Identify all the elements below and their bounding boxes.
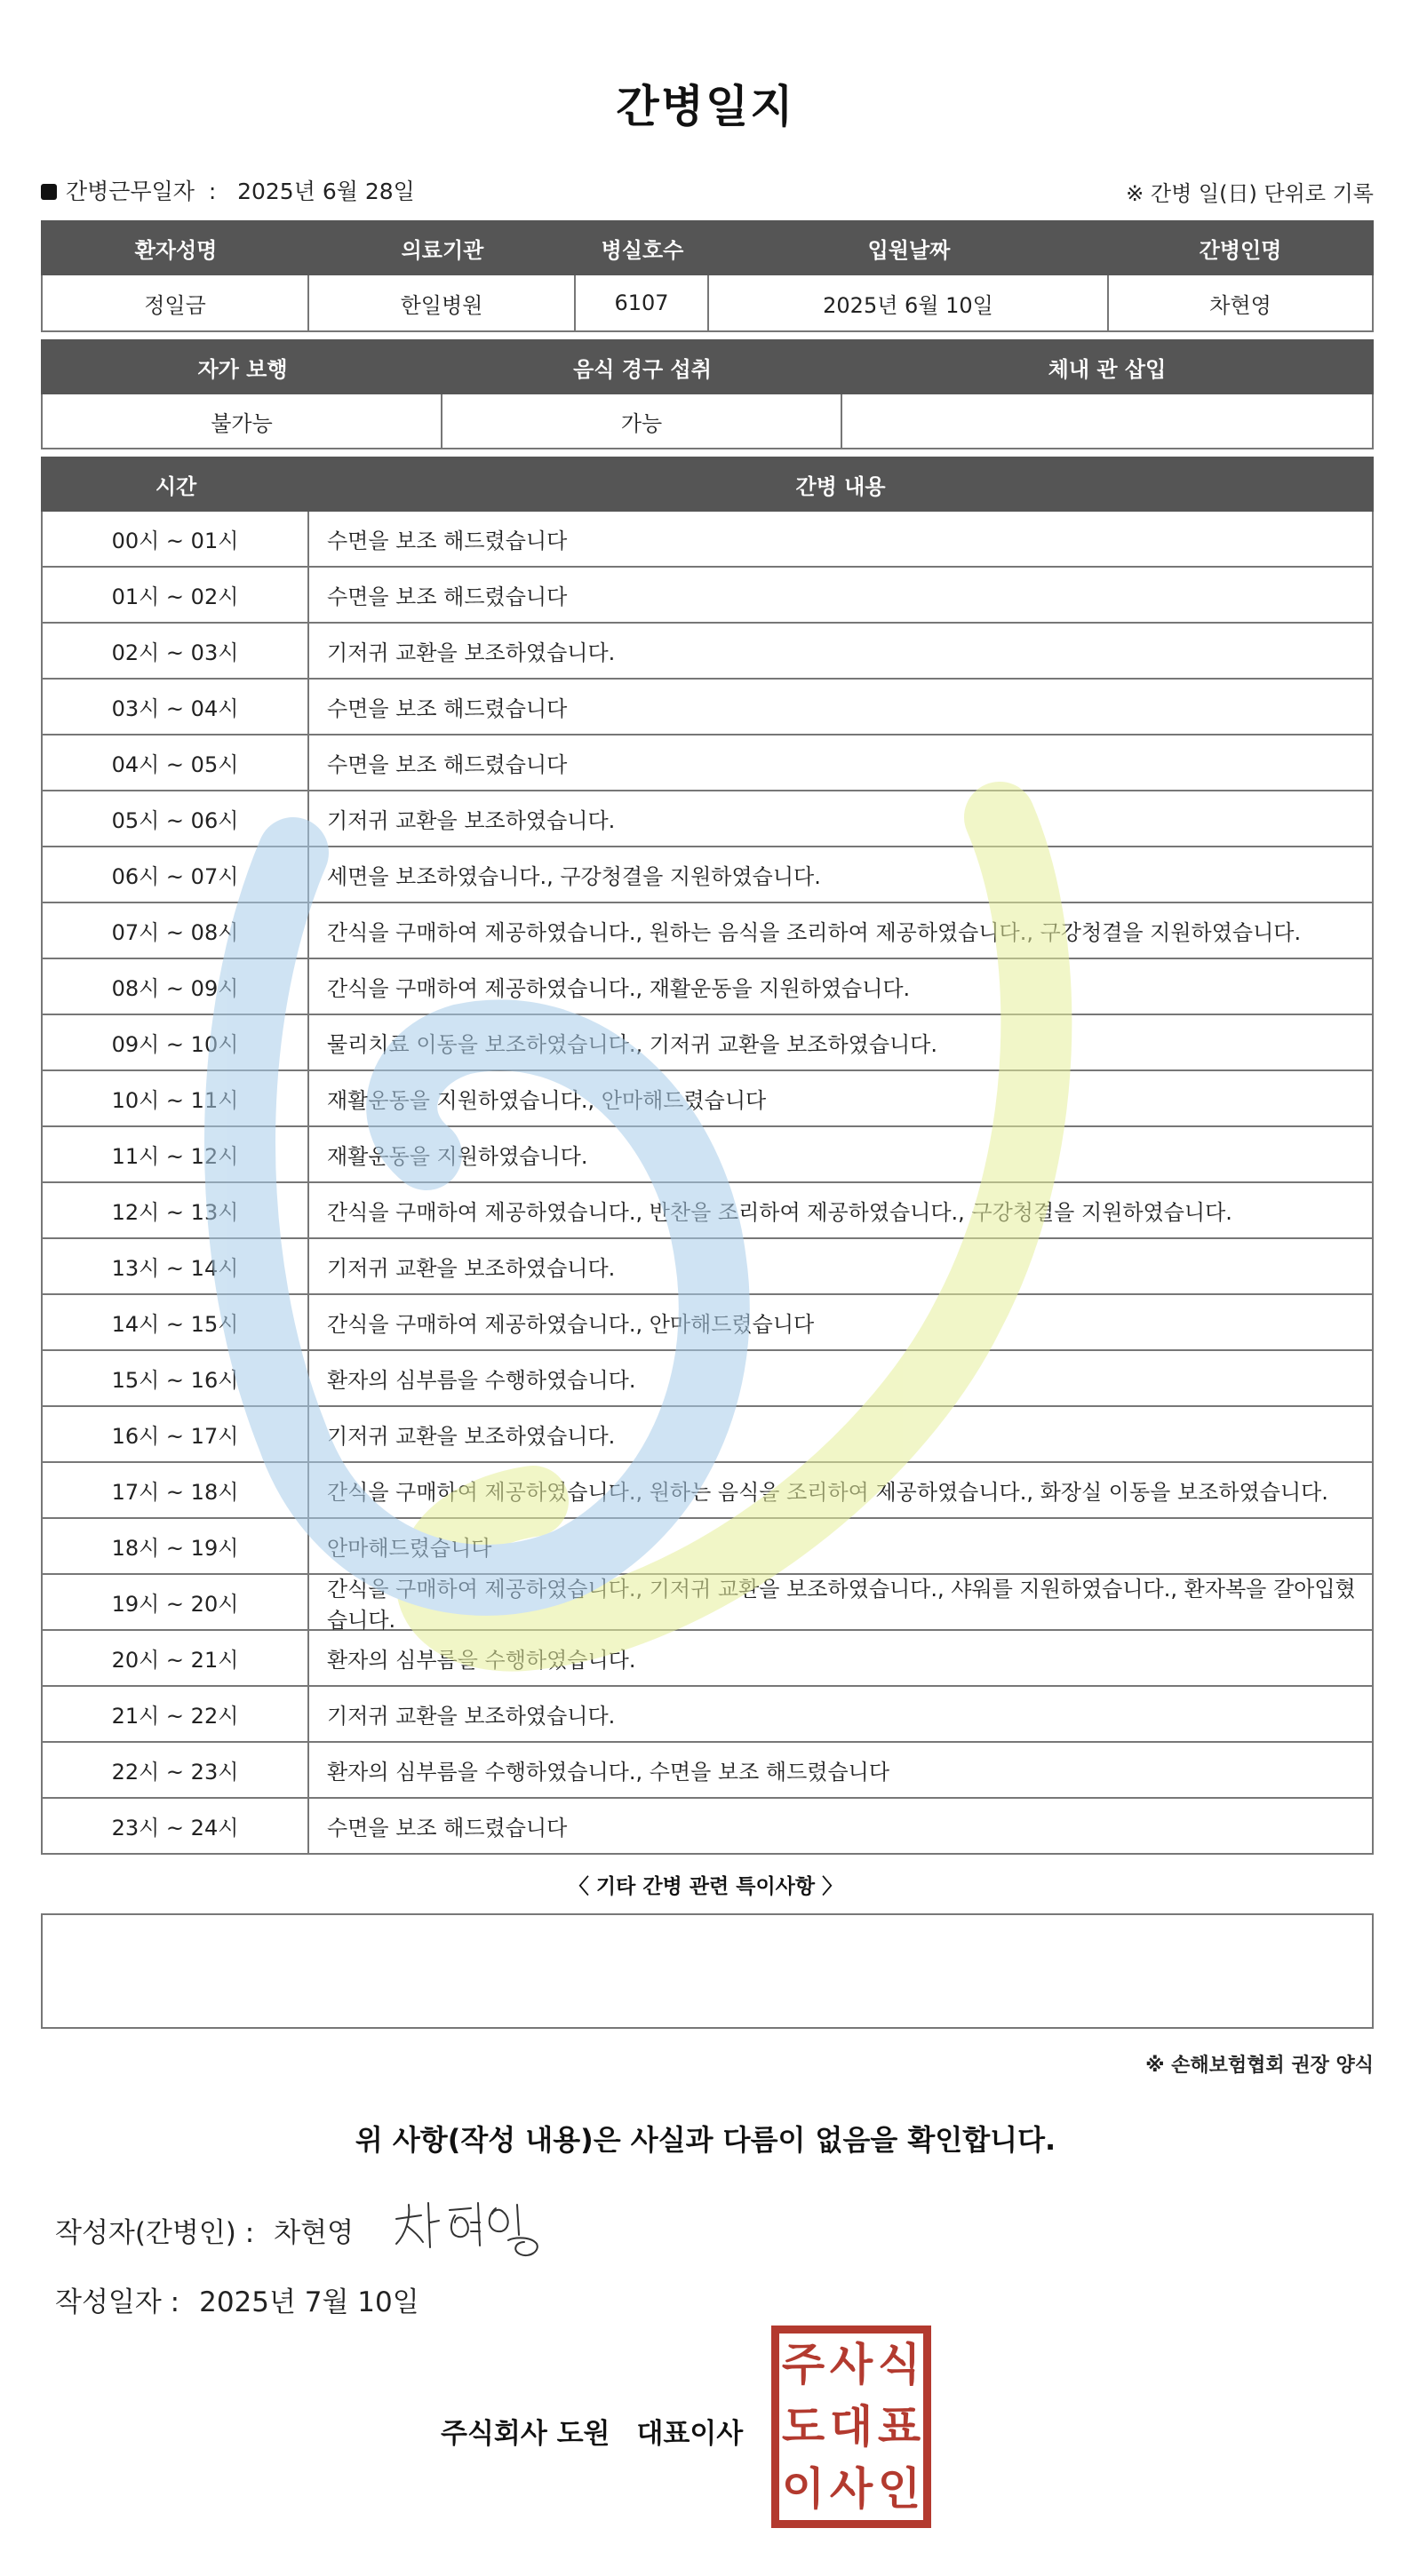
content-cell: 간식을 구매하여 제공하였습니다., 기저귀 교환을 보조하였습니다., 샤워를 지원하였습니다., 환자복을 갈아입혔습니다. bbox=[327, 1576, 1356, 1633]
remarks-title: 〈 기타 간병 관련 특이사항 〉 bbox=[568, 1875, 843, 1898]
content-cell: 기저귀 교환을 보조하였습니다. bbox=[327, 640, 616, 665]
seal-char: 인 bbox=[877, 2463, 921, 2515]
time-cell: 23시 ~ 24시 bbox=[43, 1799, 309, 1853]
content-cell: 수면을 보조 해드렸습니다 bbox=[327, 1816, 568, 1841]
patient-table bbox=[41, 220, 1374, 332]
header-time: 시간 bbox=[155, 473, 197, 499]
status-table bbox=[41, 339, 1374, 449]
time-cell: 08시 ~ 09시 bbox=[43, 959, 309, 1014]
work-date-separator: : bbox=[208, 179, 217, 204]
time-cell: 20시 ~ 21시 bbox=[43, 1631, 309, 1685]
written-date-label: 작성일자 : bbox=[55, 2286, 180, 2318]
schedule-row bbox=[41, 1463, 1374, 1519]
content-cell: 기저귀 교환을 보조하였습니다. bbox=[327, 1256, 616, 1281]
content-cell: 재활운동을 지원하였습니다., 안마해드렸습니다 bbox=[327, 1088, 767, 1113]
schedule-row bbox=[41, 791, 1374, 847]
company-seal-stamp bbox=[771, 2326, 931, 2528]
content-cell: 안마해드렸습니다 bbox=[327, 1536, 492, 1561]
time-cell: 10시 ~ 11시 bbox=[43, 1071, 309, 1125]
time-cell: 00시 ~ 01시 bbox=[43, 512, 309, 566]
seal-char: 주 bbox=[781, 2339, 825, 2390]
time-cell: 22시 ~ 23시 bbox=[43, 1743, 309, 1797]
work-date-value: 2025년 6월 28일 bbox=[237, 179, 415, 204]
content-cell: 물리치료 이동을 보조하였습니다., 기저귀 교환을 보조하였습니다. bbox=[327, 1032, 937, 1057]
schedule-row bbox=[41, 1183, 1374, 1239]
time-cell: 11시 ~ 12시 bbox=[43, 1127, 309, 1181]
tube-insertion-value bbox=[842, 394, 1372, 448]
content-cell: 환자의 심부름을 수행하였습니다. bbox=[327, 1368, 636, 1393]
schedule-row bbox=[41, 624, 1374, 680]
seal-char: 표 bbox=[877, 2401, 921, 2453]
written-date-line bbox=[55, 2279, 419, 2319]
content-cell: 기저귀 교환을 보조하였습니다. bbox=[327, 808, 616, 833]
schedule-table bbox=[41, 457, 1374, 1855]
time-cell: 13시 ~ 14시 bbox=[43, 1239, 309, 1293]
writer-name: 차현영 bbox=[274, 2217, 355, 2249]
seal-char: 도 bbox=[781, 2401, 825, 2453]
header-caregiver: 간병인명 bbox=[1199, 237, 1282, 263]
bullet-square-icon bbox=[41, 184, 57, 200]
seal-char: 이 bbox=[781, 2463, 825, 2515]
schedule-row bbox=[41, 1351, 1374, 1407]
status-value-row bbox=[41, 394, 1374, 449]
content-cell: 간식을 구매하여 제공하였습니다., 원하는 음식을 조리하여 제공하였습니다., 구강청결을 지원하였습니다. bbox=[327, 920, 1302, 945]
work-date bbox=[41, 174, 415, 206]
header-admission-date: 입원날짜 bbox=[867, 237, 951, 263]
time-cell: 17시 ~ 18시 bbox=[43, 1463, 309, 1517]
content-cell: 간식을 구매하여 제공하였습니다., 안마해드렸습니다 bbox=[327, 1312, 815, 1337]
schedule-row bbox=[41, 1799, 1374, 1855]
seal-char: 사 bbox=[829, 2339, 873, 2390]
company-name: 주식회사 도원 bbox=[441, 2418, 610, 2450]
content-cell: 세면을 보조하였습니다., 구강청결을 지원하였습니다. bbox=[327, 864, 821, 889]
content-cell: 간식을 구매하여 제공하였습니다., 원하는 음식을 조리하여 제공하였습니다., 화장실 이동을 보조하였습니다. bbox=[327, 1480, 1328, 1505]
schedule-row bbox=[41, 512, 1374, 568]
seal-char: 사 bbox=[829, 2463, 873, 2515]
schedule-row bbox=[41, 1743, 1374, 1799]
schedule-row bbox=[41, 680, 1374, 735]
company-line bbox=[441, 2411, 743, 2451]
patient-header-row bbox=[41, 220, 1374, 275]
content-cell: 재활운동을 지원하였습니다. bbox=[327, 1144, 588, 1169]
remarks-box bbox=[41, 1913, 1374, 2029]
header-oral-intake: 음식 경구 섭취 bbox=[573, 356, 712, 382]
schedule-row bbox=[41, 735, 1374, 791]
patient-name-value: 정일금 bbox=[43, 275, 309, 330]
schedule-row bbox=[41, 568, 1374, 624]
time-cell: 12시 ~ 13시 bbox=[43, 1183, 309, 1237]
page-title: 간병일지 bbox=[616, 81, 795, 132]
content-cell: 환자의 심부름을 수행하였습니다. bbox=[327, 1648, 636, 1673]
time-cell: 05시 ~ 06시 bbox=[43, 791, 309, 846]
company-rep-title: 대표이사 bbox=[636, 2418, 744, 2450]
schedule-row bbox=[41, 959, 1374, 1015]
time-cell: 07시 ~ 08시 bbox=[43, 903, 309, 958]
oral-intake-value: 가능 bbox=[442, 394, 842, 448]
header-room: 병실호수 bbox=[601, 237, 684, 263]
content-cell: 수면을 보조 해드렸습니다 bbox=[327, 696, 568, 721]
seal-char: 식 bbox=[877, 2339, 921, 2390]
schedule-row bbox=[41, 847, 1374, 903]
schedule-row bbox=[41, 1295, 1374, 1351]
header-hospital: 의료기관 bbox=[401, 237, 484, 263]
work-date-label: 간병근무일자 bbox=[66, 179, 195, 204]
seal-characters bbox=[779, 2334, 923, 2520]
time-cell: 14시 ~ 15시 bbox=[43, 1295, 309, 1349]
time-cell: 21시 ~ 22시 bbox=[43, 1687, 309, 1741]
schedule-header-row bbox=[41, 457, 1374, 512]
self-walking-value: 불가능 bbox=[43, 394, 442, 448]
schedule-row bbox=[41, 1519, 1374, 1575]
time-cell: 04시 ~ 05시 bbox=[43, 735, 309, 790]
content-cell: 간식을 구매하여 제공하였습니다., 재활운동을 지원하였습니다. bbox=[327, 976, 911, 1001]
time-cell: 06시 ~ 07시 bbox=[43, 847, 309, 902]
content-cell: 기저귀 교환을 보조하였습니다. bbox=[327, 1424, 616, 1449]
writer-label: 작성자(간병인) : bbox=[55, 2217, 255, 2249]
confirmation-statement: 위 사항(작성 내용)은 사실과 다름이 없음을 확인합니다. bbox=[355, 2123, 1056, 2157]
header-patient-name: 환자성명 bbox=[134, 237, 218, 263]
status-header-row bbox=[41, 339, 1374, 394]
schedule-row bbox=[41, 1407, 1374, 1463]
schedule-row bbox=[41, 1687, 1374, 1743]
written-date-value: 2025년 7월 10일 bbox=[199, 2286, 419, 2318]
hospital-value: 한일병원 bbox=[309, 275, 576, 330]
time-cell: 09시 ~ 10시 bbox=[43, 1015, 309, 1069]
time-cell: 18시 ~ 19시 bbox=[43, 1519, 309, 1573]
seal-char: 대 bbox=[829, 2401, 873, 2453]
schedule-row bbox=[41, 1575, 1374, 1631]
time-cell: 16시 ~ 17시 bbox=[43, 1407, 309, 1461]
time-cell: 19시 ~ 20시 bbox=[43, 1575, 309, 1629]
writer-line bbox=[55, 2210, 354, 2250]
time-cell: 03시 ~ 04시 bbox=[43, 680, 309, 734]
header-self-walking: 자가 보행 bbox=[197, 356, 288, 382]
patient-value-row bbox=[41, 275, 1374, 332]
content-cell: 수면을 보조 해드렸습니다 bbox=[327, 529, 568, 553]
content-cell: 수면을 보조 해드렸습니다 bbox=[327, 584, 568, 609]
header-tube-insertion: 체내 관 삽입 bbox=[1048, 356, 1167, 382]
content-cell: 환자의 심부름을 수행하였습니다., 수면을 보조 해드렸습니다 bbox=[327, 1760, 890, 1785]
time-cell: 15시 ~ 16시 bbox=[43, 1351, 309, 1405]
schedule-row bbox=[41, 1127, 1374, 1183]
header-care-content: 간병 내용 bbox=[795, 473, 886, 499]
recommendation-note: ※ 손해보험협회 권장 양식 bbox=[1145, 2055, 1374, 2077]
schedule-row bbox=[41, 1071, 1374, 1127]
schedule-row bbox=[41, 1631, 1374, 1687]
caregiver-value: 차현영 bbox=[1209, 292, 1271, 318]
room-value: 6107 bbox=[576, 275, 709, 330]
schedule-row bbox=[41, 1015, 1374, 1071]
daily-record-note: ※ 간병 일(日) 단위로 기록 bbox=[1126, 181, 1374, 206]
content-cell: 수면을 보조 해드렸습니다 bbox=[327, 752, 568, 777]
content-cell: 간식을 구매하여 제공하였습니다., 반찬을 조리하여 제공하였습니다., 구강청결을 지원하였습니다. bbox=[327, 1200, 1232, 1225]
content-cell: 기저귀 교환을 보조하였습니다. bbox=[327, 1704, 616, 1729]
time-cell: 02시 ~ 03시 bbox=[43, 624, 309, 678]
admission-date-value: 2025년 6월 10일 bbox=[709, 275, 1109, 330]
handwritten-signature bbox=[391, 2192, 551, 2263]
time-cell: 01시 ~ 02시 bbox=[43, 568, 309, 622]
schedule-row bbox=[41, 903, 1374, 959]
schedule-row bbox=[41, 1239, 1374, 1295]
